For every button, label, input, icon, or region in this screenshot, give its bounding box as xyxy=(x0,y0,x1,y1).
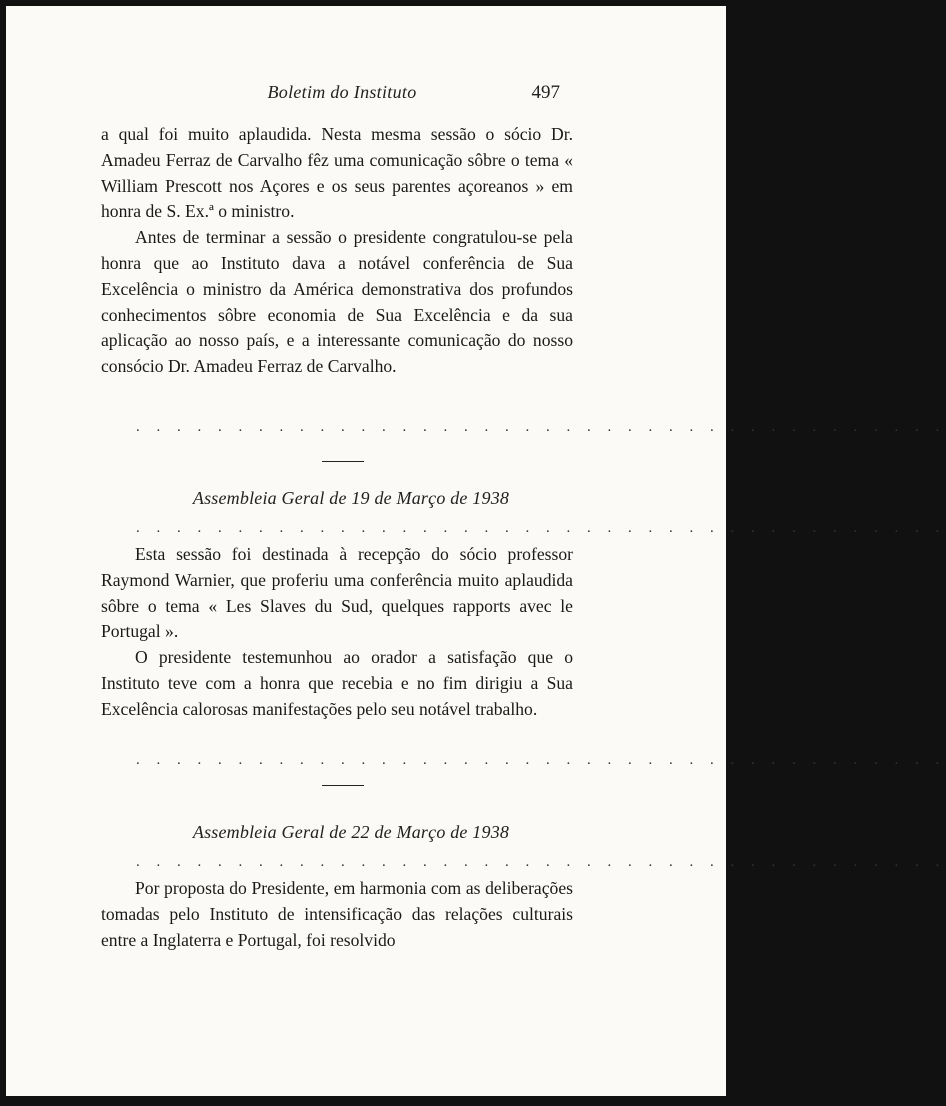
book-page xyxy=(6,6,946,1096)
section-rule xyxy=(322,461,364,462)
dotted-separator: . . . . . . . . . . . . . . . . . . . . . . . . . . . . . . . . . . . . . . . . xyxy=(136,854,946,870)
paragraph: a qual foi muito aplaudida. Nesta mesma sessão o sócio Dr. Amadeu Ferraz de Carvalho fêz uma comunicação sôbre o tema « William Prescott nos Açores e os seus parentes açoreanos » em honra de S. Ex.ª o ministro. xyxy=(101,124,573,222)
paragraph: Por proposta do Presidente, em harmonia com as deliberações tomadas pelo Instituto de intensificação das relações culturais entre a Inglaterra e Portugal, foi resolvido xyxy=(101,878,573,950)
paragraph: O presidente testemunhou ao orador a satisfação que o Instituto teve com a honra que recebia e no fim dirigiu a Sua Excelência calorosas manifestações pelo seu notável trabalho. xyxy=(101,647,573,719)
dotted-separator: . . . . . . . . . . . . . . . . . . . . . . . . . . . . . . . . . . . . . . . . xyxy=(136,752,946,768)
paragraph: Esta sessão foi destinada à recepção do sócio professor Raymond Warnier, que proferiu uma conferência muito aplaudida sôbre o tema « Les Slaves du Sud, quelques rapports avec le Portugal ». xyxy=(101,544,573,642)
section-title-19-marco: Assembleia Geral de 19 de Março de 1938 xyxy=(192,488,510,508)
body-block-2 xyxy=(101,542,573,723)
section-title-22-marco: Assembleia Geral de 22 de Março de 1938 xyxy=(192,822,510,842)
page-number: 497 xyxy=(531,82,560,103)
running-title: Boletim do Instituto xyxy=(267,82,417,102)
dotted-separator: . . . . . . . . . . . . . . . . . . . . . . . . . . . . . . . . . . . . . . . . xyxy=(136,520,946,536)
paragraph: Antes de terminar a sessão o presidente congratulou-se pela honra que ao Instituto dava a notável conferência de Sua Excelência o ministro da América demonstrativa dos profundos conhecimentos sôbre economia de Sua Excelência e da sua aplicação ao nosso país, e a interessante comunicação do nosso consócio Dr. Amadeu Ferraz de Carvalho. xyxy=(101,227,573,377)
dotted-separator: . . . . . . . . . . . . . . . . . . . . . . . . . . . . . . . . . . . . . . . . xyxy=(136,419,946,435)
page-header xyxy=(6,78,726,108)
section-rule xyxy=(322,785,364,786)
body-block-1 xyxy=(101,122,573,380)
body-block-3 xyxy=(101,876,573,953)
